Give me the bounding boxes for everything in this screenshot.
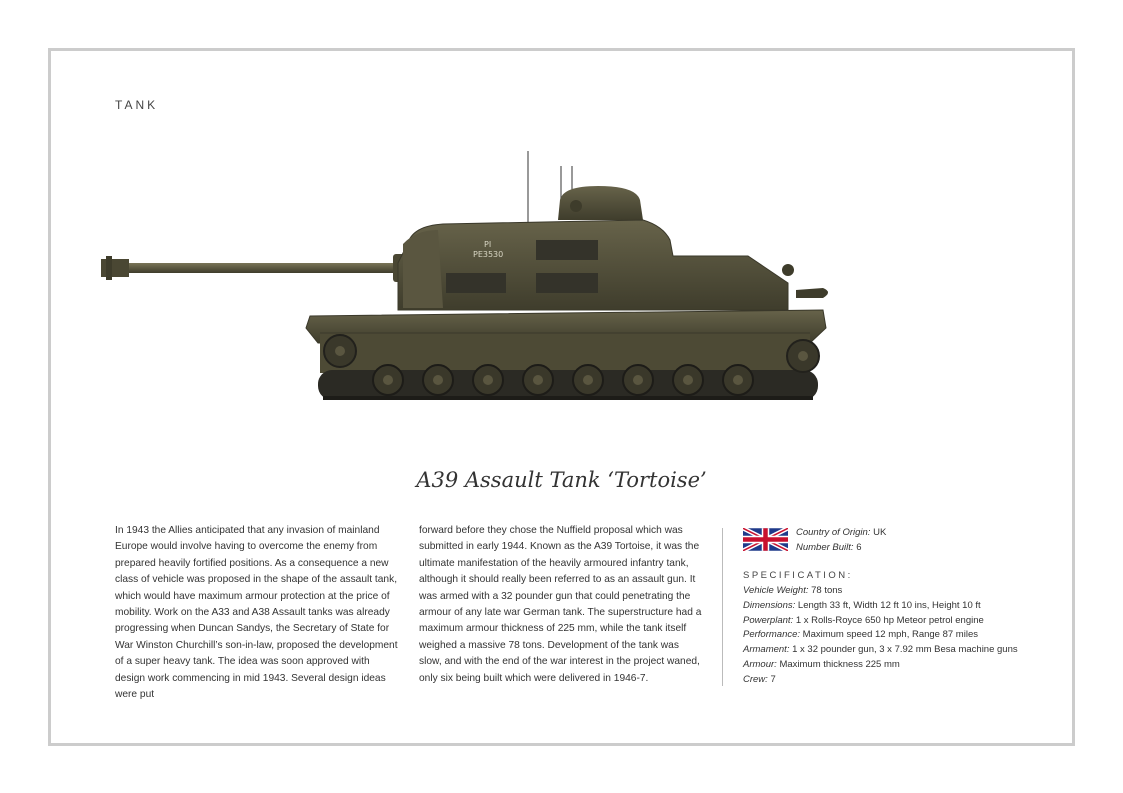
union-jack-flag-icon [743,528,788,551]
spec-armour: Armour: Maximum thickness 225 mm [743,658,900,670]
description-column-1: In 1943 the Allies anticipated that any invasion of mainland Europe would involve having to overcome the enemy from prepared heavily fortified positions. As a consequence a new class of vehicle was proposed in the shape of the assault tank, which would have maximum armour protection at the price of mobility. Work on the A33 and A38 Assault tanks was already progressing when Duncan Sandys, the Secretary of State for War Winston Churchill’s son-in-law, proposed the development of a super heavy tank. The idea was soon approved with design work commencing in mid 1943. Several design ideas were put [115,525,398,701]
spec-powerplant: Powerplant: 1 x Rolls-Royce 650 hp Meteor petrol engine [743,614,984,626]
specification-heading: SPECIFICATION: [743,570,853,581]
description-column-2: forward before they chose the Nuffield proposal which was submitted in early 1944. Known as the A39 Tortoise, it was the ultimate manifestation of the heavily armoured infantry tank, although it should really been referred to as an assault gun. It was armed with a 32 pounder gun that could penetrating the armour of any late war German tank. The superstructure had a maximum armour thickness of 225 mm, while the tank itself weighed a massive 78 tons. Development of the tank was slow, and with the end of the war interest in the project waned, only six being built which were delivered in 1946-7. [419,525,702,684]
column-divider [722,528,723,686]
marking-line1: PI [484,240,492,249]
spec-crew: Crew: 7 [743,673,776,685]
spec-performance: Performance: Maximum speed 12 mph, Range 87 miles [743,629,978,641]
number-built: Number Built: 6 [796,542,862,553]
spec-armament: Armament: 1 x 32 pounder gun, 3 x 7.92 mm Besa machine guns [743,644,1018,656]
vehicle-title: A39 Assault Tank ‘Tortoise’ [416,468,707,492]
origin-info [796,525,886,555]
country-of-origin: Country of Origin: UK [796,527,887,538]
spec-dimensions: Dimensions: Length 33 ft, Width 12 ft 10 ins, Height 10 ft [743,599,981,611]
marking-line2: PE3530 [473,250,504,259]
specification-list [743,584,1043,688]
category-label: TANK [115,98,159,112]
spec-vehicle-weight: Vehicle Weight: 78 tons [743,585,843,596]
tank-illustration [98,148,838,408]
